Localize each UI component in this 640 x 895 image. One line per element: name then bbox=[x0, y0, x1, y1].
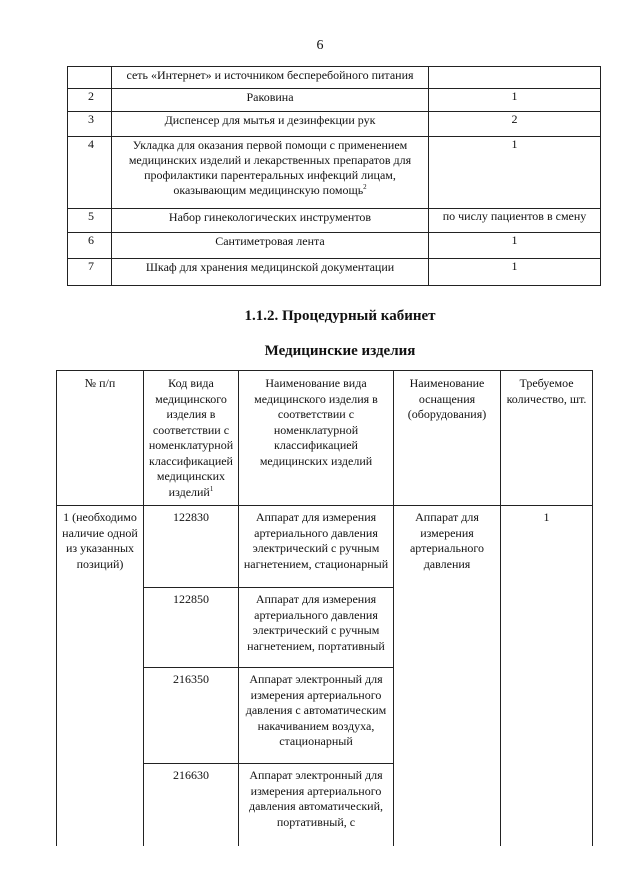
device-code: 216630 bbox=[144, 764, 239, 846]
header-code-text: Код вида медицинского изделия в соответствии с номенклатурной классификацией медицинских изделий bbox=[148, 376, 234, 499]
row-number: 5 bbox=[68, 209, 112, 233]
row-number: 4 bbox=[68, 137, 112, 209]
table-row bbox=[68, 112, 601, 137]
device-name: Аппарат электронный для измерения артериального давления с автоматическим накачиванием воздуха, стационарный bbox=[239, 668, 394, 764]
device-code: 122830 bbox=[144, 506, 239, 588]
row-name: Набор гинекологических инструментов bbox=[112, 209, 429, 233]
row-number: 2 bbox=[68, 89, 112, 112]
header-num: № п/п bbox=[57, 371, 144, 506]
header-qty: Требуемое количество, шт. bbox=[501, 371, 593, 506]
footnote-mark: 2 bbox=[363, 183, 367, 191]
row-qty bbox=[429, 67, 601, 89]
row-qty: 2 bbox=[429, 112, 601, 137]
footnote-mark: 1 bbox=[209, 484, 214, 493]
row-qty: 1 bbox=[429, 259, 601, 286]
device-code: 122850 bbox=[144, 588, 239, 668]
section-heading: 1.1.2. Процедурный кабинет bbox=[244, 308, 436, 324]
medical-devices-table bbox=[56, 370, 593, 846]
device-code: 216350 bbox=[144, 668, 239, 764]
table-header-row bbox=[57, 371, 593, 506]
table-row bbox=[68, 137, 601, 209]
row-qty: по числу пациентов в смену bbox=[429, 209, 601, 233]
header-code bbox=[144, 371, 239, 506]
device-name: Аппарат электронный для измерения артериального давления автоматический, портативный, с bbox=[239, 764, 394, 846]
group-number: 1 (необходимо наличие одной из указанных позиций) bbox=[57, 506, 144, 846]
table-row bbox=[68, 259, 601, 286]
row-name bbox=[112, 137, 429, 209]
table-row bbox=[68, 233, 601, 259]
row-name: сеть «Интернет» и источником бесперебойного питания bbox=[112, 67, 429, 89]
row-number: 7 bbox=[68, 259, 112, 286]
device-name: Аппарат для измерения артериального давления электрический с ручным нагнетением, стационарный bbox=[239, 506, 394, 588]
device-name: Аппарат для измерения артериального давления электрический с ручным нагнетением, портативный bbox=[239, 588, 394, 668]
row-name: Шкаф для хранения медицинской документации bbox=[112, 259, 429, 286]
subsection-heading: Медицинские изделия bbox=[264, 343, 416, 359]
equipment-table-continued bbox=[67, 66, 601, 286]
required-qty: 1 bbox=[501, 506, 593, 846]
table-row bbox=[68, 67, 601, 89]
equipment-name: Аппарат для измерения артериального давления bbox=[394, 506, 501, 846]
table-row bbox=[68, 89, 601, 112]
page-number: 6 bbox=[316, 38, 324, 53]
table-row bbox=[57, 506, 593, 588]
header-name: Наименование вида медицинского изделия в соответствии с номенклатурной классификацией медицинских изделий bbox=[239, 371, 394, 506]
row-qty: 1 bbox=[429, 233, 601, 259]
header-equipment: Наименование оснащения (оборудования) bbox=[394, 371, 501, 506]
row-number bbox=[68, 67, 112, 89]
row-name: Раковина bbox=[112, 89, 429, 112]
row-name: Сантиметровая лента bbox=[112, 233, 429, 259]
row-number: 3 bbox=[68, 112, 112, 137]
table-row bbox=[68, 209, 601, 233]
row-number: 6 bbox=[68, 233, 112, 259]
row-name-text: Укладка для оказания первой помощи с применением медицинских изделий и лекарственных препаратов для профилактики парентеральных инфекций лицам, оказывающим медицинскую помощь bbox=[128, 138, 412, 197]
row-qty: 1 bbox=[429, 137, 601, 209]
row-qty: 1 bbox=[429, 89, 601, 112]
row-name: Диспенсер для мытья и дезинфекции рук bbox=[112, 112, 429, 137]
